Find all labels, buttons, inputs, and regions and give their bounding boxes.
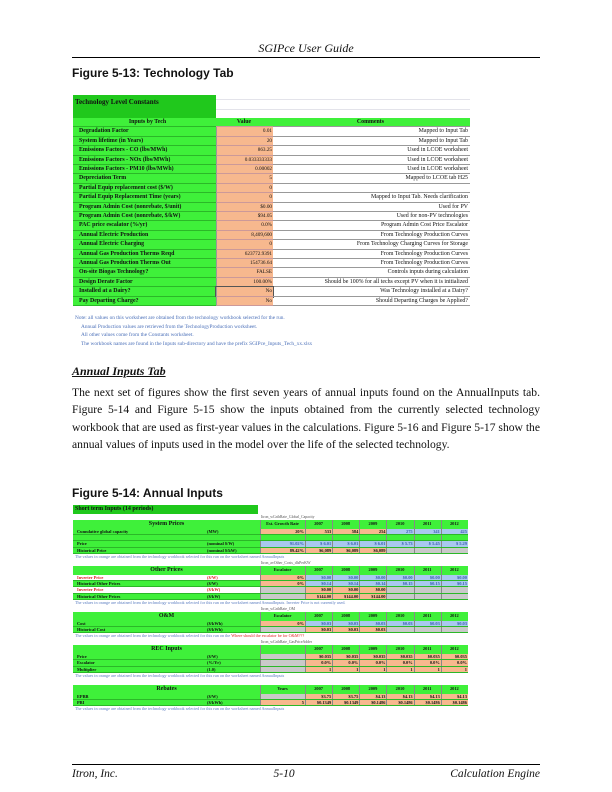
- year-value: [414, 548, 441, 553]
- year-value: $0.1486: [386, 700, 413, 705]
- year-value: $0.03: [332, 627, 359, 632]
- input-value: No: [216, 297, 273, 306]
- row-label: Price: [73, 541, 205, 546]
- year-header: 2008: [332, 612, 359, 621]
- year-value: $0.1486: [441, 700, 468, 705]
- input-comment: From Technology Charging Curves for Storage: [273, 240, 470, 249]
- section-header: [73, 612, 468, 621]
- input-comment: From Technology Production Curves: [273, 250, 470, 259]
- year-header: 2008: [332, 520, 359, 529]
- tech-table-title: Technology Level Constants: [73, 95, 216, 118]
- header-rule: [72, 57, 540, 58]
- row-first-value: 89.42%: [260, 548, 305, 553]
- tech-table-row: [73, 165, 470, 174]
- row-first-value: [260, 654, 305, 659]
- year-value: $0.03: [305, 621, 332, 626]
- year-header: 2009: [359, 645, 386, 654]
- year-value: $144.00: [305, 594, 332, 599]
- year-header: 2011: [414, 520, 441, 529]
- row-label: Inverter Price: [73, 587, 205, 592]
- year-value: 1: [414, 667, 441, 672]
- year-value: [332, 535, 359, 540]
- row-first-value: 0%: [260, 575, 305, 580]
- tech-table-row: [73, 221, 470, 230]
- year-header: 2012: [441, 520, 468, 529]
- year-header: 2007: [305, 566, 332, 575]
- year-value: 425: [441, 529, 468, 534]
- input-value: $94.05: [216, 212, 273, 221]
- row-label: Historical Other Prices: [73, 581, 205, 586]
- input-label: Pay Departing Charge?: [73, 297, 216, 306]
- row-first-value: [260, 660, 305, 665]
- year-value: $0.1349: [332, 700, 359, 705]
- input-value: FALSE: [216, 268, 273, 277]
- year-value: $0.035: [414, 654, 441, 659]
- tech-table-row: [73, 231, 470, 240]
- input-value: 0.0%: [216, 221, 273, 230]
- year-value: 1: [332, 667, 359, 672]
- input-comment: Used in LCOE worksheet: [273, 146, 470, 155]
- worksheet-note: The workbook names are found in the Inputs sub-directory and have the prefix SGIPce_Inputs_Tech_xx.xlsx: [81, 340, 313, 347]
- row-first-value: [260, 694, 305, 699]
- range-name-tag: Itron_wGrthRate_OM: [261, 607, 295, 612]
- input-label: Annual Gas Production Therms Reqd: [73, 250, 216, 259]
- col-header-inputs: Inputs by Tech: [73, 118, 216, 127]
- year-value: $ 5.29: [441, 541, 468, 546]
- year-header: 2009: [359, 612, 386, 621]
- year-header: 2009: [359, 566, 386, 575]
- year-value: 0.0%: [332, 660, 359, 665]
- section-title: Annual Inputs Tab: [72, 364, 166, 378]
- year-header: 2011: [414, 612, 441, 621]
- first-column-header: Escalator: [260, 612, 305, 621]
- row-unit: ($/W): [205, 694, 260, 699]
- year-header: 2008: [332, 685, 359, 694]
- year-value: $0.03: [441, 621, 468, 626]
- input-comment: Mapped to LCOE tab H25: [273, 174, 470, 183]
- input-comment: Used in LCOE worksheet: [273, 156, 470, 165]
- input-label: Program Admin Cost (nonrebate, $/unit): [73, 203, 216, 212]
- row-first-value: 5: [260, 700, 305, 705]
- year-value: $0.035: [441, 654, 468, 659]
- section-note: [73, 706, 468, 712]
- input-label: System lifetime (in Years): [73, 137, 216, 146]
- input-label: On-site Biogas Technology?: [73, 268, 216, 277]
- tech-table-row: [73, 193, 470, 202]
- tech-table-row: [73, 250, 470, 259]
- input-comment: Should Departing Charges be Applied?: [273, 297, 470, 306]
- row-unit: ($/W): [205, 581, 260, 586]
- section-header: [73, 566, 468, 575]
- range-name-tag: Itron_wGrthRate_GasPriceAdder: [261, 640, 313, 645]
- year-value: $6,089: [332, 548, 359, 553]
- row-unit: ($/kW): [205, 594, 260, 599]
- input-label: PAC price escalator (%/yr): [73, 221, 216, 230]
- input-value: 0: [216, 193, 273, 202]
- row-first-value: [260, 627, 305, 632]
- input-value: No: [216, 287, 273, 296]
- first-column-header: Years: [260, 685, 305, 694]
- year-value: [386, 627, 413, 632]
- tech-table-row: [73, 203, 470, 212]
- year-value: [441, 594, 468, 599]
- year-value: 254: [359, 529, 386, 534]
- note-text: The values in orange are obtained from the technology workbook selected for this run on the worksheet named AnnualInputs: [75, 673, 285, 679]
- input-comment: Used for PV: [273, 203, 470, 212]
- year-header: 2008: [332, 645, 359, 654]
- year-value: $0.15: [386, 581, 413, 586]
- year-value: [414, 587, 441, 592]
- tech-table-header: [73, 118, 470, 127]
- year-value: $0.00: [359, 587, 386, 592]
- body-paragraph: The next set of figures show the first seven years of annual inputs found on the AnnualInputs tab. Figure 5-14 and Figure 5-15 show the inputs obtained from the currently selected technology workbook that are used as first-year values in the calculations. Figure 5-16 and Figure 5-17 show the annual values of inputs used in the model over the life of the selected technology.: [72, 386, 540, 452]
- year-header: 2012: [441, 566, 468, 575]
- row-label: EPBB: [73, 694, 205, 699]
- year-value: 1: [305, 667, 332, 672]
- first-column-header: Est. Growth Rate: [260, 520, 305, 529]
- year-header: 2011: [414, 566, 441, 575]
- row-first-value: [260, 535, 305, 540]
- row-unit: [205, 535, 260, 540]
- input-comment: Mapped to Input Tab. Needs clarification: [273, 193, 470, 202]
- input-value: 0.00002: [216, 165, 273, 174]
- year-value: [305, 535, 332, 540]
- year-value: [414, 535, 441, 540]
- input-comment: Used for non-PV technologies: [273, 212, 470, 221]
- year-value: [441, 627, 468, 632]
- year-header: 2009: [359, 685, 386, 694]
- year-header: 2010: [386, 645, 413, 654]
- year-value: $0.035: [386, 654, 413, 659]
- input-value: 0.01: [216, 127, 273, 136]
- year-value: 0.0%: [441, 660, 468, 665]
- year-value: $ 5.73: [386, 541, 413, 546]
- year-value: $0.00: [332, 587, 359, 592]
- year-value: [386, 594, 413, 599]
- year-value: $0.03: [359, 621, 386, 626]
- section-header-label: REC Inputs: [73, 645, 260, 654]
- year-value: [414, 594, 441, 599]
- year-header: 2010: [386, 566, 413, 575]
- year-value: $0.03: [386, 621, 413, 626]
- row-unit: (MW): [205, 529, 260, 534]
- footer-rule: [72, 764, 540, 765]
- tech-table-row: [73, 259, 470, 268]
- year-value: $ 6.01: [305, 541, 332, 546]
- input-label: Program Admin Cost (nonrebate, $/kW): [73, 212, 216, 221]
- year-value: $0.00: [359, 575, 386, 580]
- row-label: Historical Cost: [73, 627, 205, 632]
- tech-table-row: [73, 146, 470, 155]
- input-label: Emissions Factors - CO (lbs/MWh): [73, 146, 216, 155]
- input-value: $0.00: [216, 203, 273, 212]
- annual-title: Short term Inputs (14 periods): [73, 505, 258, 514]
- input-value: 5: [216, 174, 273, 183]
- year-value: 0.0%: [305, 660, 332, 665]
- year-value: $4.13: [414, 694, 441, 699]
- row-label: Multiplier: [73, 667, 205, 672]
- year-header: 2010: [386, 612, 413, 621]
- note-text: The values in orange are obtained from the technology workbook selected for this run on the worksheet named AnnualInputs: [75, 706, 285, 712]
- row-first-value: 20%: [260, 529, 305, 534]
- row-label: [73, 535, 205, 540]
- row-unit: ($/kWh): [205, 621, 260, 626]
- footer-company: Itron, Inc.: [72, 768, 118, 780]
- row-unit: (nominal $/kW): [205, 548, 260, 553]
- row-label: Price: [73, 654, 205, 659]
- year-value: 341: [414, 529, 441, 534]
- year-value: [359, 535, 386, 540]
- worksheet-note: Note: all values on this worksheet are obtained from the technology workbook selected for the run.: [75, 315, 285, 321]
- technology-tab-figure: [73, 93, 470, 349]
- row-unit: (%/Yr): [205, 660, 260, 665]
- input-value: 8,409,600: [216, 231, 273, 240]
- year-value: $0.035: [305, 654, 332, 659]
- tech-table-row: [73, 156, 470, 165]
- input-label: Degradation Factor: [73, 127, 216, 136]
- year-value: [386, 548, 413, 553]
- year-value: $0.15: [414, 581, 441, 586]
- year-value: $4.13: [441, 694, 468, 699]
- year-value: $ 5.45: [414, 541, 441, 546]
- year-value: [441, 548, 468, 553]
- year-header: 2011: [414, 645, 441, 654]
- row-first-value: 91.02%: [260, 541, 305, 546]
- year-value: $0.00: [441, 575, 468, 580]
- year-value: 1: [386, 667, 413, 672]
- year-value: $0.00: [305, 575, 332, 580]
- year-header: 2012: [441, 685, 468, 694]
- year-value: $0.00: [414, 575, 441, 580]
- footer-chapter: Calculation Engine: [450, 768, 540, 780]
- note-warning: Where should the escalator be for O&M???: [231, 633, 305, 639]
- range-name-tag: Itron_wGrthRate_Global_Capacity: [261, 515, 315, 519]
- year-value: $4.13: [359, 694, 386, 699]
- year-value: $0.00: [386, 575, 413, 580]
- year-header: 2012: [441, 645, 468, 654]
- year-value: 275: [386, 529, 413, 534]
- year-value: $3.75: [332, 694, 359, 699]
- row-unit: (1.0): [205, 667, 260, 672]
- note-text: The values in orange are obtained from the technology workbook selected for this run on the worksheet named AnnualInputs: [75, 554, 285, 560]
- input-label: Design Derate Factor: [73, 278, 216, 287]
- input-label: Annual Electric Charging: [73, 240, 216, 249]
- year-header: 2007: [305, 685, 332, 694]
- section-header-label: O&M: [73, 612, 260, 621]
- year-value: $0.14: [359, 581, 386, 586]
- year-value: $6,089: [305, 548, 332, 553]
- year-value: 0.0%: [359, 660, 386, 665]
- first-column-header: Escalator: [260, 566, 305, 575]
- input-label: Partial Equip Replacement Time (years): [73, 193, 216, 202]
- row-unit: ($/W): [205, 654, 260, 659]
- year-value: 584: [332, 529, 359, 534]
- row-unit: ($/kWh): [205, 627, 260, 632]
- input-value: 0.033333333: [216, 156, 273, 165]
- row-label: Cost: [73, 621, 205, 626]
- range-name-tag: Itron_avOther_Costs_dlsPerKW: [261, 561, 311, 566]
- year-value: 0.0%: [386, 660, 413, 665]
- year-value: $3.75: [305, 694, 332, 699]
- year-value: $0.035: [359, 654, 386, 659]
- input-comment: Used in LCOE worksheet: [273, 165, 470, 174]
- year-value: 0.0%: [414, 660, 441, 665]
- input-comment: Was Technology installed at a Dairy?: [273, 287, 470, 296]
- input-comment: From Technology Production Curves: [273, 231, 470, 240]
- figure-13-caption: Figure 5-13: Technology Tab: [72, 66, 234, 80]
- input-comment: [273, 184, 470, 193]
- row-label: PBI: [73, 700, 205, 705]
- section-header: [73, 520, 468, 529]
- year-header: 2012: [441, 612, 468, 621]
- year-value: $0.03: [305, 627, 332, 632]
- tech-table-row: [73, 268, 470, 277]
- input-comment: Should be 100% for all techs except PV when it is initialized: [273, 278, 470, 287]
- footer-page-number: 5-10: [273, 768, 295, 780]
- input-value: 20: [216, 137, 273, 146]
- row-label: Inverter Price: [73, 575, 205, 580]
- row-first-value: [260, 587, 305, 592]
- year-header: 2010: [386, 685, 413, 694]
- row-unit: ($/kW): [205, 587, 260, 592]
- note-text: The values in orange are obtained from the technology workbook selected for this run on the: [75, 633, 232, 639]
- year-value: $ 6.01: [359, 541, 386, 546]
- year-value: $ 6.01: [332, 541, 359, 546]
- year-value: $0.1486: [359, 700, 386, 705]
- row-unit: (nominal $/W): [205, 541, 260, 546]
- input-value: 100.00%: [216, 278, 273, 287]
- year-value: $4.13: [386, 694, 413, 699]
- tech-table-row: [73, 240, 470, 249]
- year-value: [386, 535, 413, 540]
- tech-table-row: [73, 278, 470, 287]
- input-comment: From Technology Production Curves: [273, 259, 470, 268]
- section-header: [73, 645, 468, 654]
- section-header: [73, 685, 468, 694]
- input-value: 0: [216, 184, 273, 193]
- year-value: $0.03: [414, 621, 441, 626]
- year-value: 1: [359, 667, 386, 672]
- year-value: [441, 535, 468, 540]
- tech-table-row: [73, 184, 470, 193]
- input-comment: Program Admin Cost Price Escalator: [273, 221, 470, 230]
- year-value: $0.14: [305, 581, 332, 586]
- annual-inputs-figure: [73, 505, 468, 712]
- input-comment: Controls inputs during calculation: [273, 268, 470, 277]
- year-value: $144.00: [359, 594, 386, 599]
- col-header-comments: Comments: [273, 118, 470, 127]
- row-first-value: 0%: [260, 581, 305, 586]
- input-label: Depreciation Term: [73, 174, 216, 183]
- year-header: 2010: [386, 520, 413, 529]
- input-label: Emissions Factors - PM10 (lbs/MWh): [73, 165, 216, 174]
- row-label: Cumulative global capacity: [73, 529, 205, 534]
- input-value: 863.25: [216, 146, 273, 155]
- section-header-label: Rebates: [73, 685, 260, 694]
- input-label: Partial Equip replacement cost ($/W): [73, 184, 216, 193]
- row-unit: ($/kWh): [205, 700, 260, 705]
- year-value: [441, 587, 468, 592]
- row-unit: ($/W): [205, 575, 260, 580]
- tech-table-row: [73, 212, 470, 221]
- year-value: $0.1349: [305, 700, 332, 705]
- year-header: 2007: [305, 612, 332, 621]
- year-value: [414, 627, 441, 632]
- row-label: Escalator: [73, 660, 205, 665]
- year-header: 2007: [305, 645, 332, 654]
- row-first-value: [260, 667, 305, 672]
- year-value: $0.03: [332, 621, 359, 626]
- input-label: Emissions Factors - NOx (lbs/MWh): [73, 156, 216, 165]
- year-value: $0.14: [332, 581, 359, 586]
- tech-table-row: [73, 297, 470, 306]
- tech-table-row: [73, 137, 470, 146]
- footer: [72, 768, 540, 780]
- figure-14-caption: Figure 5-14: Annual Inputs: [72, 486, 223, 500]
- year-value: $0.1486: [414, 700, 441, 705]
- section-header-label: System Prices: [73, 520, 260, 529]
- year-value: $0.03: [359, 627, 386, 632]
- tech-table-row: [73, 174, 470, 183]
- row-label: Historical Price: [73, 548, 205, 553]
- year-value: 533: [305, 529, 332, 534]
- year-value: 1: [441, 667, 468, 672]
- input-value: 623772.9391: [216, 250, 273, 259]
- year-header: 2008: [332, 566, 359, 575]
- first-column-header: [260, 645, 305, 654]
- input-label: Annual Gas Production Therms Out: [73, 259, 216, 268]
- row-first-value: [260, 594, 305, 599]
- year-value: $0.00: [332, 575, 359, 580]
- note-text: The values in orange are obtained from the technology workbook selected for this run on the worksheet named AnnualInputs. Inverter Price is not currently used.: [75, 600, 346, 606]
- year-value: $0.15: [441, 581, 468, 586]
- input-value: 0: [216, 240, 273, 249]
- input-label: Annual Electric Production: [73, 231, 216, 240]
- tech-table-row: [73, 127, 470, 136]
- tech-table-row: [73, 287, 470, 296]
- input-comment: Mapped to Input Tab: [273, 127, 470, 136]
- year-header: 2007: [305, 520, 332, 529]
- year-value: $0.00: [305, 587, 332, 592]
- year-header: 2011: [414, 685, 441, 694]
- worksheet-note: All other values come from the Constants worksheet.: [81, 332, 194, 339]
- running-header: SGIPce User Guide: [258, 41, 354, 55]
- year-value: $0.035: [332, 654, 359, 659]
- year-value: $144.00: [332, 594, 359, 599]
- col-header-value: Value: [216, 118, 273, 127]
- input-value: 154736.64: [216, 259, 273, 268]
- year-value: $6,089: [359, 548, 386, 553]
- row-first-value: 0%: [260, 621, 305, 626]
- section-header-label: Other Prices: [73, 566, 260, 575]
- input-label: Installed at a Dairy?: [73, 287, 216, 296]
- row-label: Historical Other Prices: [73, 594, 205, 599]
- worksheet-note: Annual Production values are retrieved from the TechnologyProduction worksheet.: [81, 323, 258, 330]
- input-comment: Mapped to Input Tab: [273, 137, 470, 146]
- year-value: [386, 587, 413, 592]
- year-header: 2009: [359, 520, 386, 529]
